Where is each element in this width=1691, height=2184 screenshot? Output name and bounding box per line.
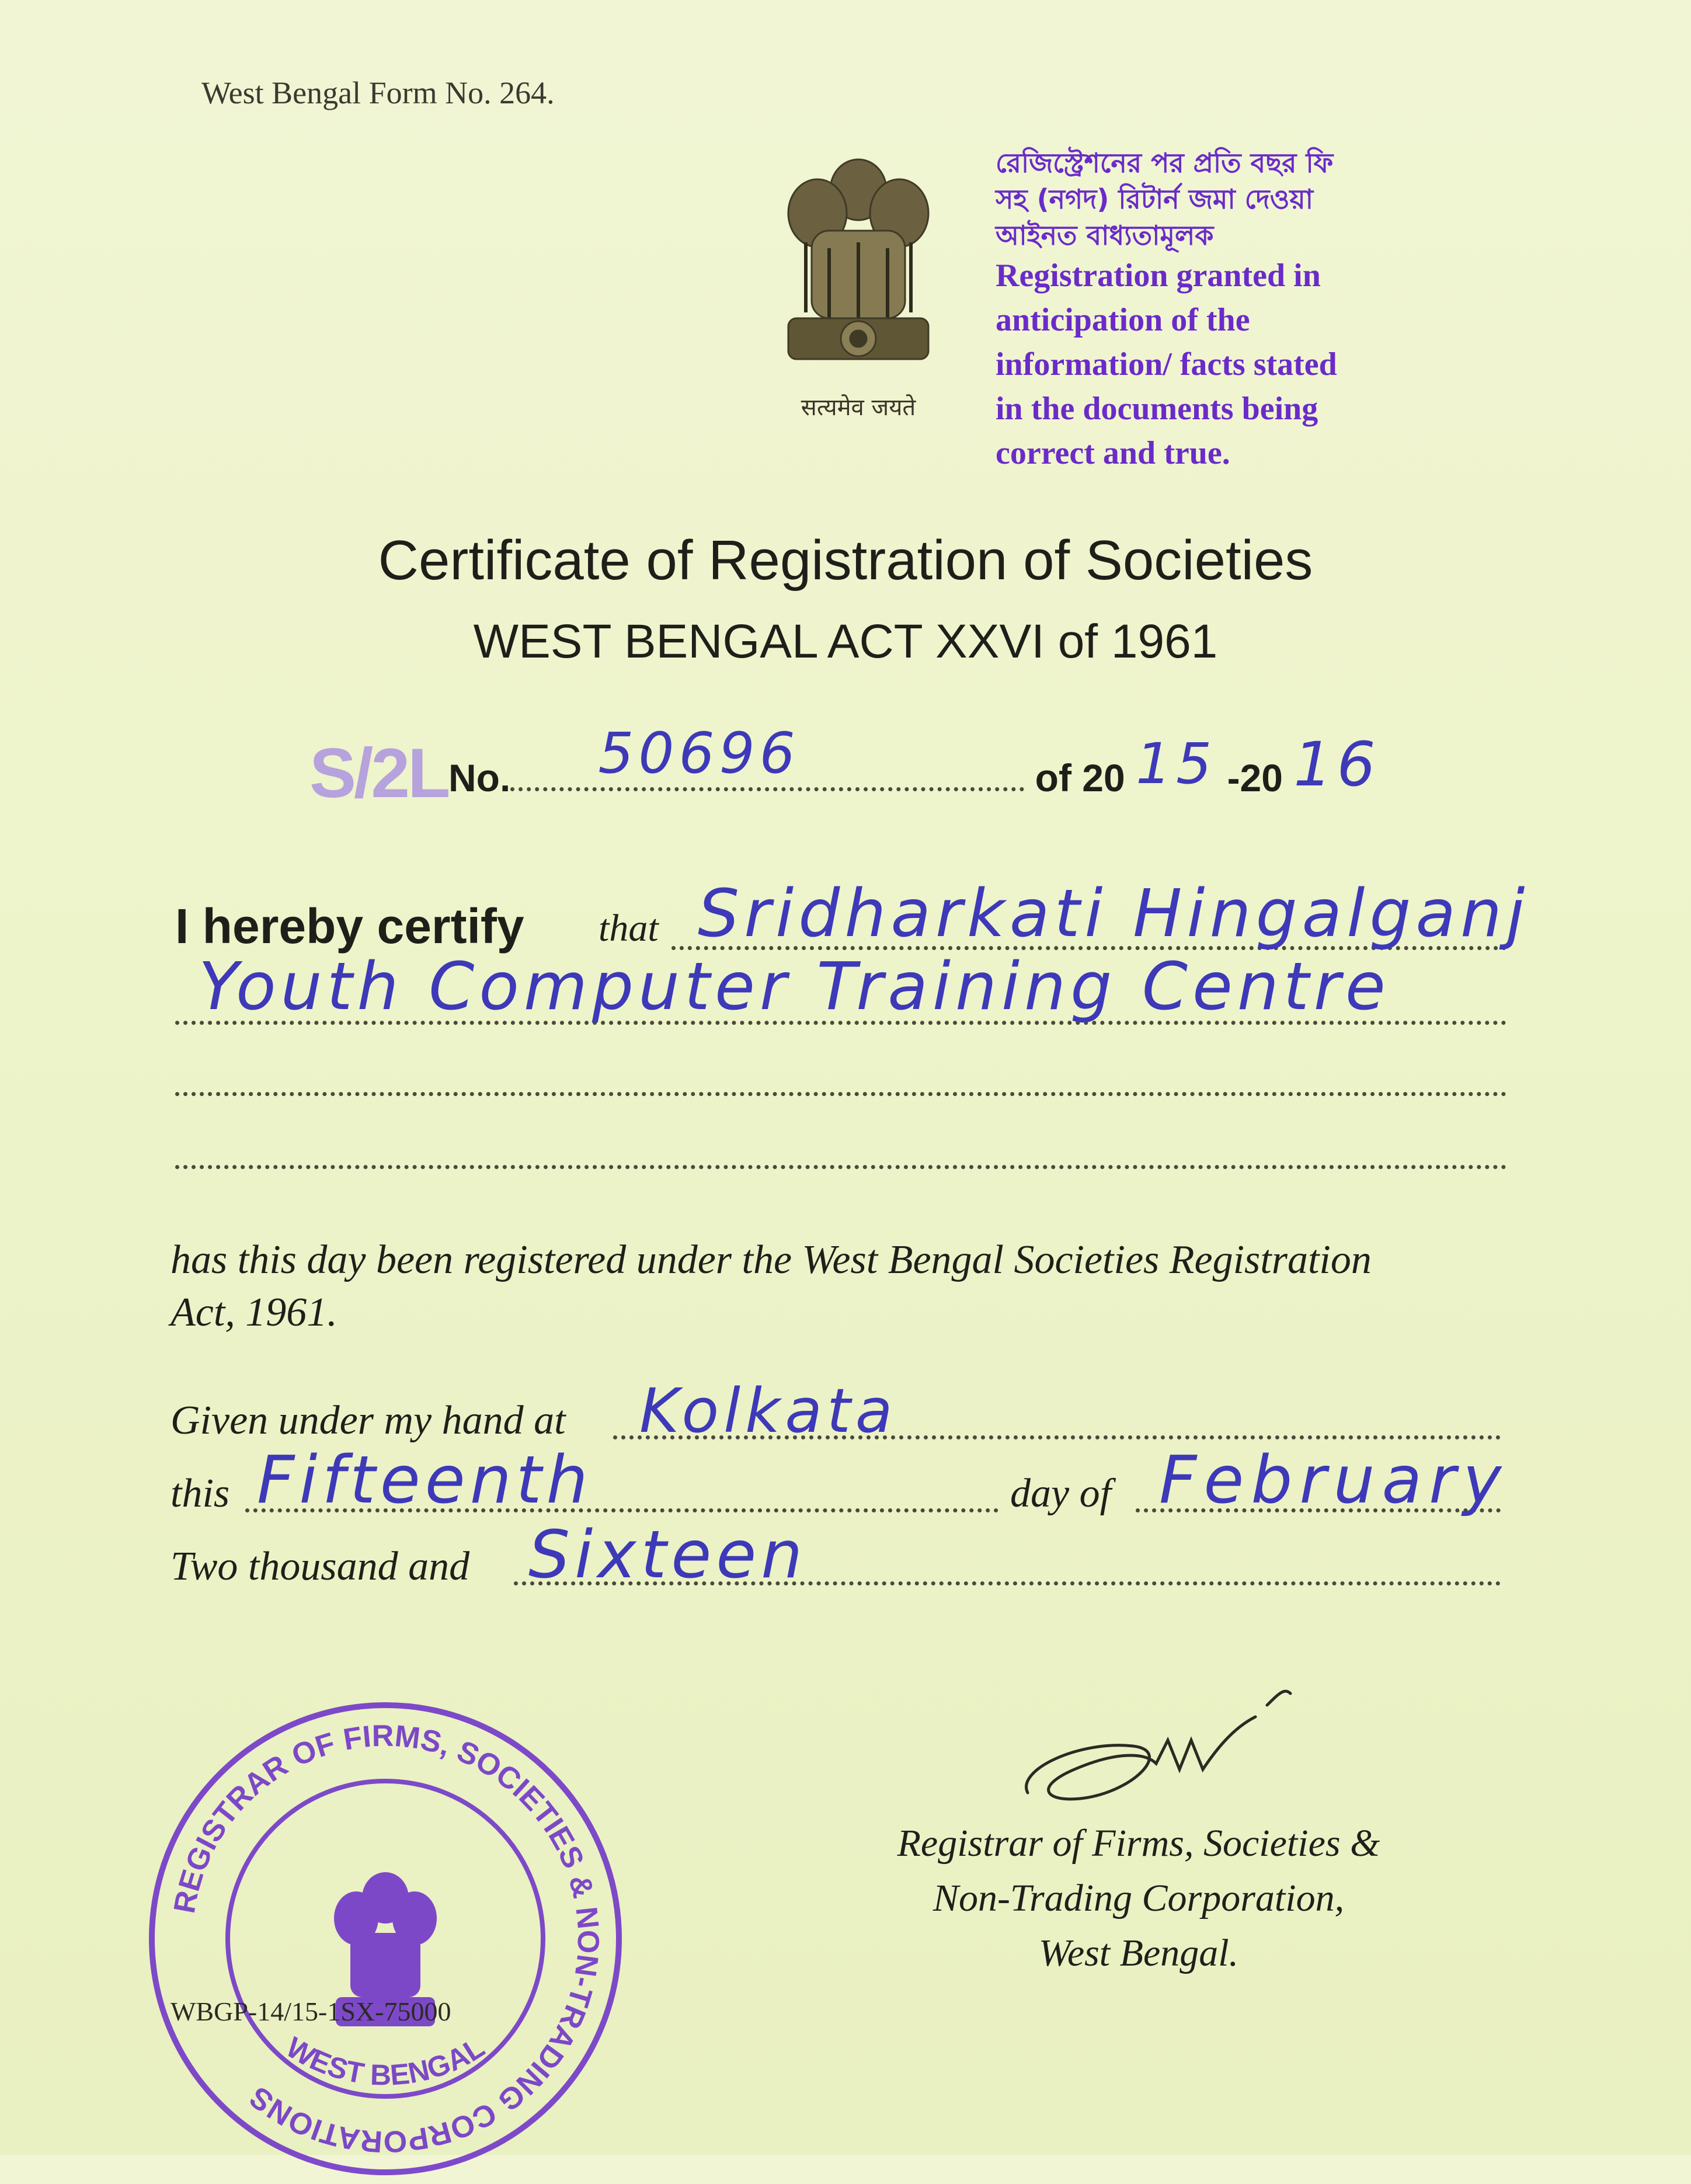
registrar-line: West Bengal. (1038, 1932, 1239, 1974)
place-label: Given under my hand at (171, 1398, 566, 1443)
seal-bottom-text: WEST BENGAL (280, 2030, 490, 2092)
stamp-bengali-line: রেজিস্ট্রেশনের পর প্রতি বছর ফি (996, 147, 1334, 179)
registration-number-line (448, 721, 1380, 806)
stamp-bengali-line: সহ (নগদ) রিটার্ন জমা দেওয়া (996, 183, 1313, 215)
svg-text:WEST BENGAL (281, 2030, 490, 2091)
this-label: this (171, 1471, 230, 1516)
registration-note-stamp (996, 145, 1416, 475)
number-field (510, 721, 1024, 791)
registrar-signature (1010, 1682, 1314, 1822)
stamp-english-line: correct and true. (996, 435, 1230, 471)
national-emblem-icon (771, 149, 946, 394)
that-label: that (599, 907, 659, 950)
day-value: Fifteenth (257, 1442, 593, 1518)
registrar-line: Registrar of Firms, Societies & (897, 1822, 1380, 1865)
dotted-rule (175, 1165, 1506, 1169)
dash-label: -20 (1227, 756, 1283, 799)
registrar-line: Non-Trading Corporation, (933, 1877, 1345, 1919)
registrar-designation (817, 1816, 1460, 1981)
year-to: 16 (1293, 729, 1380, 800)
dotted-rule (175, 1092, 1506, 1096)
stamp-english-line: anticipation of the (996, 302, 1250, 338)
month-value: February (1159, 1442, 1509, 1518)
registered-text-act: Act, 1961. (171, 1290, 337, 1335)
registered-text: has this day been registered under the West Bengal Societies Registration (171, 1237, 1372, 1282)
certificate-title: Certificate of Registration of Societies (378, 529, 1313, 592)
emblem-motto: सत्यमेव जयते (801, 394, 916, 421)
place-value: Kolkata (639, 1375, 897, 1446)
registration-number: 50696 (598, 721, 800, 786)
stamp-bengali-line: আইনত বাধ্যতামূলক (996, 220, 1214, 251)
stamp-english-line: in the documents being (996, 391, 1318, 427)
no-label: No. (448, 756, 511, 799)
day-of-label: day of (1010, 1471, 1112, 1516)
registrar-seal-stamp (140, 1693, 631, 2184)
seal-outer-text: REGISTRAR OF FIRMS, SOCIETIES & NON-TRADING CORPORATIONS (167, 1719, 606, 2159)
serial-stamp: S/2L (309, 734, 448, 812)
year-label: Two thousand and (171, 1544, 470, 1589)
year-from: 15 (1136, 731, 1217, 797)
of-label: of 20 (1035, 756, 1125, 799)
certify-lead: I hereby certify (175, 899, 524, 954)
form-number: West Bengal Form No. 264. (201, 75, 555, 110)
year-value: Sixteen (528, 1517, 808, 1593)
society-name-line2: Youth Computer Training Centre (199, 949, 1390, 1025)
stamp-english-line: information/ facts stated (996, 346, 1337, 382)
print-code: WBGP-14/15-1SX-75000 (171, 1997, 451, 2026)
certificate-subtitle: WEST BENGAL ACT XXVI of 1961 (473, 615, 1218, 668)
society-name-line1: Sridharkati Hingalganj (698, 876, 1530, 952)
stamp-english-line: Registration granted in (996, 258, 1321, 294)
